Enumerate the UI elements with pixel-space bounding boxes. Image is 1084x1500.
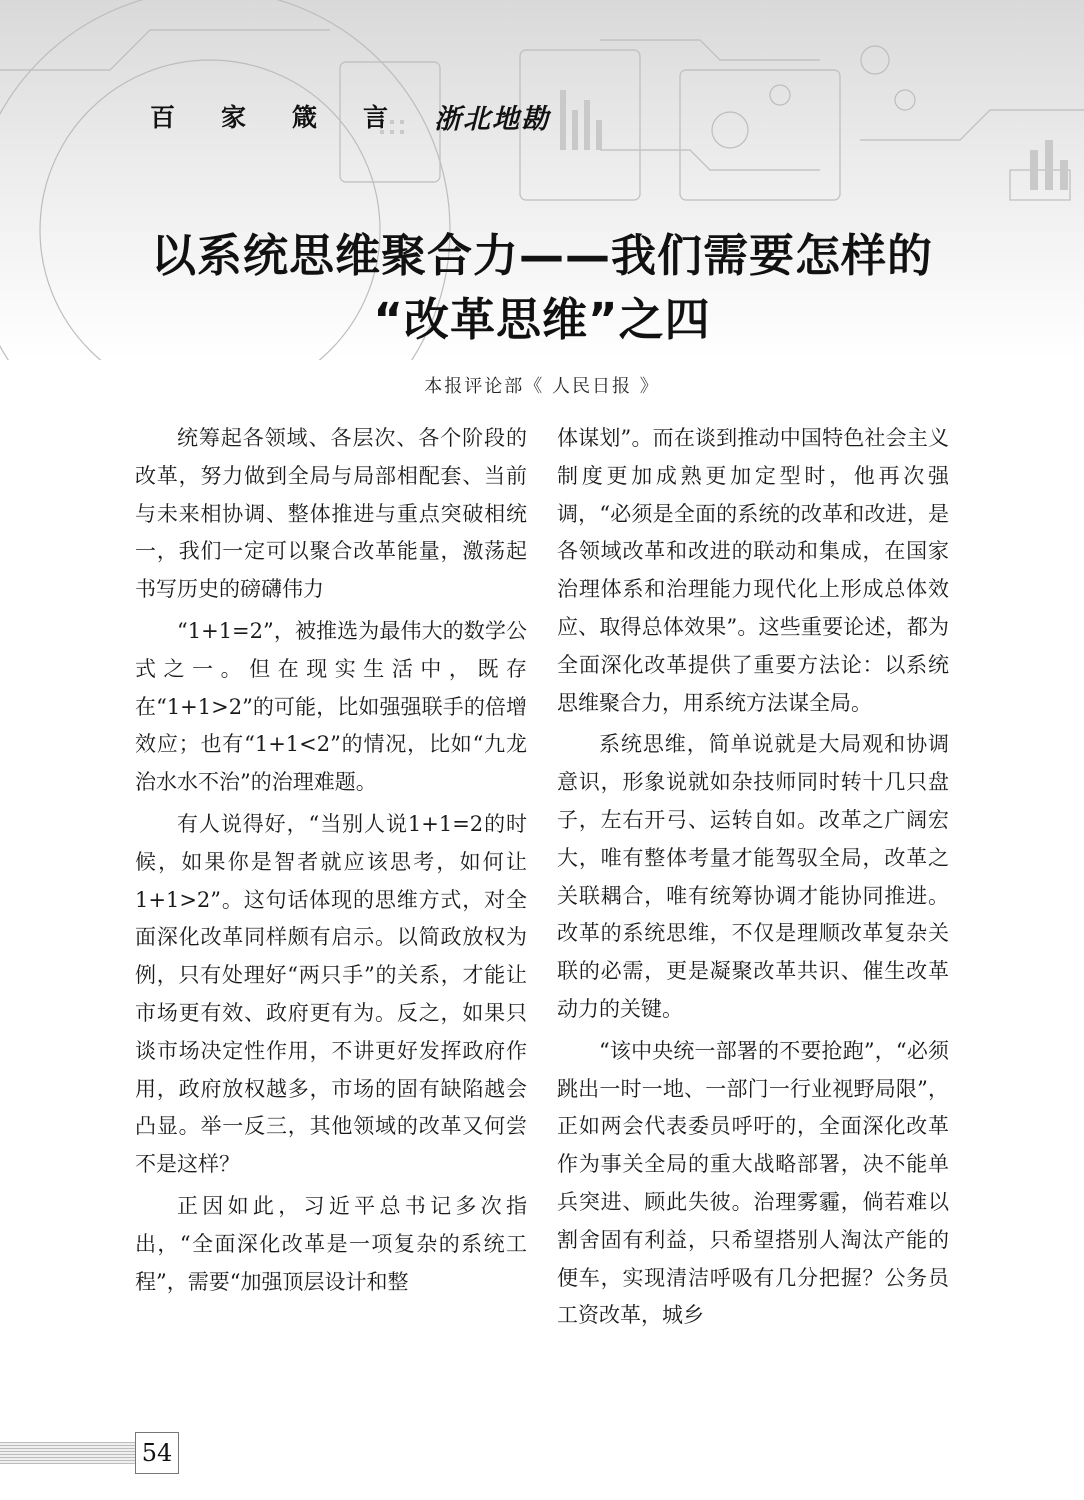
- paragraph: “1+1=2”，被推选为最伟大的数学公式之一。但在现实生活中，既存在“1+1>2”的可能，比如强强联手的倍增效应；也有“1+1<2”的情况，比如“九龙治水水不治”的治理难题。: [135, 618, 527, 795]
- byline: 本报评论部《 人民日报 》: [424, 376, 660, 397]
- page-number: 54: [135, 1432, 179, 1474]
- paragraph: 体谋划”。而在谈到推动中国特色社会主义制度更加成熟更加定型时，他再次强调，“必须是全面的系统的改革和改进，是各领域改革和改进的联动和集成，在国家治理体系和治理能力现代化上形成总体效应、取得总体效果”。这些重要论述，都为全面深化改革提供了重要方法论：以系统思维聚合力，用系统方法谋全局。: [557, 426, 949, 715]
- paragraph: “该中央统一部署的不要抢跑”，“必须跳出一时一地、一部门一行业视野局限”，正如两会代表委员呼吁的，全面深化改革作为事关全局的重大战略部署，决不能单兵突进、顾此失彼。治理雾霾，倘若难以割舍固有利益，只希望搭别人淘汰产能的便车，实现清洁呼吸有几分把握？公务员工资改革，城乡: [557, 1038, 949, 1328]
- column-heading: [150, 96, 550, 136]
- text-column-left: [135, 420, 527, 1305]
- article-title-line: 以系统思维聚合力——我们需要怎样的: [150, 229, 933, 282]
- article-title: [60, 224, 1024, 352]
- column-heading-char: 言: [363, 103, 389, 132]
- paragraph: 有人说得好，“当别人说1+1=2的时候，如果你是智者就应该思考，如何让1+1>2”。这句话体现的思维方式，对全面深化改革同样颇有启示。以简政放权为例，只有处理好“两只手”的关系，才能让市场更有效、政府更有为。反之，如果只谈市场决定性作用，不讲更好发挥政府作用，政府放权越多，市场的固有缺陷越会凸显。举一反三，其他领域的改革又何尝不是这样？: [135, 811, 527, 1177]
- column-heading-char: 百: [150, 103, 176, 132]
- article-title-line: “改革思维”之四: [373, 293, 711, 346]
- paragraph: 统筹起各领域、各层次、各个阶段的改革，努力做到全局与局部相配套、当前与未来相协调、整体推进与重点突破相统一，我们一定可以聚合改革能量，激荡起书写历史的磅礴伟力: [135, 426, 527, 602]
- footer-decoration-bar: [0, 1442, 140, 1464]
- column-heading-char: 箴: [292, 103, 318, 132]
- paragraph: 正因如此，习近平总书记多次指出，“全面深化改革是一项复杂的系统工程”，需要“加强顶层设计和整: [135, 1193, 527, 1294]
- brand-name: 浙北地勘: [434, 103, 551, 135]
- paragraph: 系统思维，简单说就是大局观和协调意识，形象说就如杂技师同时转十几只盘子，左右开弓、运转自如。改革之广阔宏大，唯有整体考量才能驾驭全局，改革之关联耦合，唯有统筹协调才能协同推进。改革的系统思维，不仅是理顺改革复杂关联的必需，更是凝聚改革共识、催生改革动力的关键。: [557, 732, 949, 1021]
- text-column-right: [557, 420, 949, 1339]
- column-heading-char: 家: [221, 103, 247, 132]
